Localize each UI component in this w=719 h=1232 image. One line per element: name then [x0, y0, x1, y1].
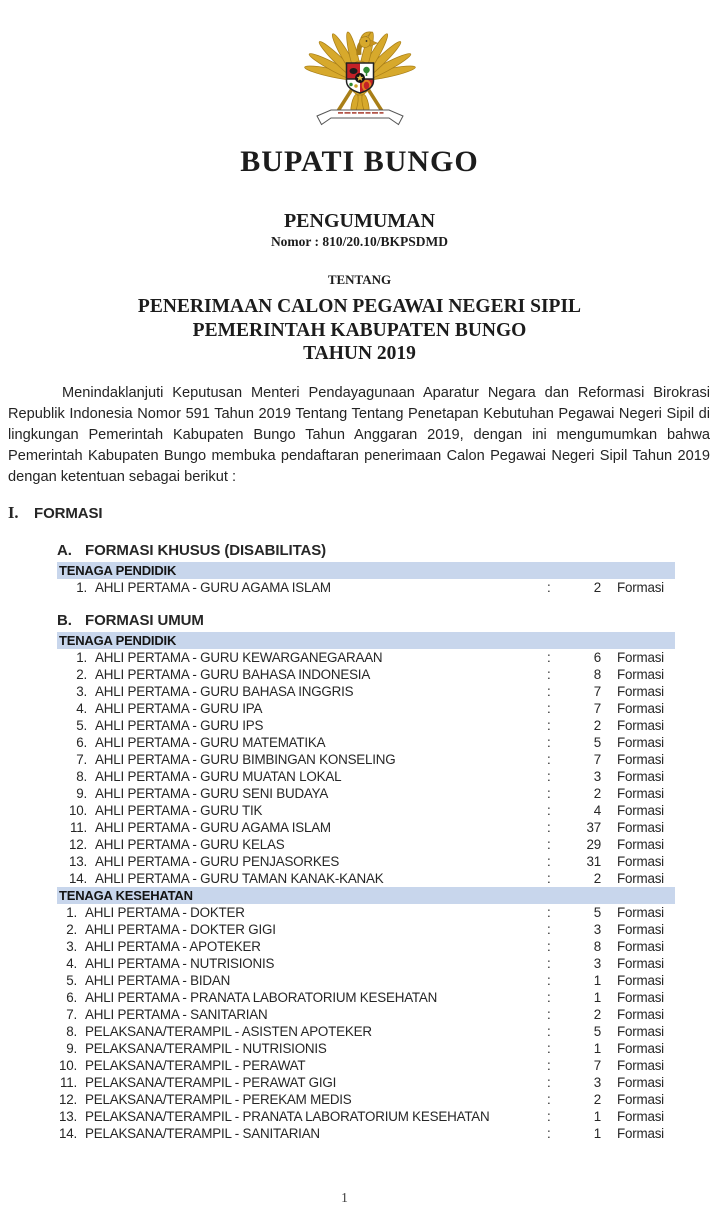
row-count: 2 — [593, 717, 601, 733]
row-number: 9. — [76, 785, 87, 801]
formation-row — [57, 802, 675, 819]
row-unit: Formasi — [617, 666, 664, 682]
row-count: 7 — [593, 683, 601, 699]
formation-row — [57, 717, 675, 734]
row-separator: : — [547, 666, 551, 682]
row-label: AHLI PERTAMA - DOKTER GIGI — [85, 921, 276, 937]
formation-row — [57, 785, 675, 802]
row-separator: : — [547, 649, 551, 665]
formation-row — [57, 768, 675, 785]
formation-row — [57, 1125, 675, 1142]
row-number: 4. — [66, 955, 77, 971]
row-unit: Formasi — [617, 904, 664, 920]
formation-row — [57, 972, 675, 989]
row-separator: : — [547, 955, 551, 971]
row-count: 2 — [593, 870, 601, 886]
row-unit: Formasi — [617, 955, 664, 971]
row-unit: Formasi — [617, 785, 664, 801]
row-count: 7 — [593, 1057, 601, 1073]
row-separator: : — [547, 717, 551, 733]
group-header-bar: TENAGA PENDIDIK — [57, 562, 675, 579]
subsection-a — [57, 543, 675, 596]
row-count: 3 — [593, 768, 601, 784]
section-roman-numeral: I. — [8, 502, 19, 522]
row-number: 3. — [66, 938, 77, 954]
row-count: 2 — [593, 1091, 601, 1107]
row-number: 5. — [76, 717, 87, 733]
row-label: AHLI PERTAMA - GURU KELAS — [95, 836, 285, 852]
row-unit: Formasi — [617, 989, 664, 1005]
row-separator: : — [547, 819, 551, 835]
row-unit: Formasi — [617, 1040, 664, 1056]
row-number: 2. — [66, 921, 77, 937]
formation-row — [57, 1074, 675, 1091]
row-separator: : — [547, 1023, 551, 1039]
formation-row — [57, 734, 675, 751]
group-header-bar: TENAGA PENDIDIK — [57, 632, 675, 649]
row-label: AHLI PERTAMA - GURU AGAMA ISLAM — [95, 579, 331, 595]
formation-row — [57, 853, 675, 870]
formation-row — [57, 1040, 675, 1057]
formation-row — [57, 700, 675, 717]
announcement-heading: PENGUMUMAN — [283, 210, 436, 232]
row-separator: : — [547, 734, 551, 750]
row-count: 7 — [593, 751, 601, 767]
row-label: PELAKSANA/TERAMPIL - SANITARIAN — [85, 1125, 320, 1141]
row-count: 7 — [593, 700, 601, 716]
row-separator: : — [547, 802, 551, 818]
row-number: 8. — [76, 768, 87, 784]
formation-row — [57, 1091, 675, 1108]
row-count: 3 — [593, 921, 601, 937]
row-separator: : — [547, 938, 551, 954]
row-number: 1. — [76, 649, 87, 665]
row-label: AHLI PERTAMA - SANITARIAN — [85, 1006, 268, 1022]
row-separator: : — [547, 1006, 551, 1022]
row-label: AHLI PERTAMA - GURU PENJASORKES — [95, 853, 340, 869]
row-count: 1 — [593, 1040, 601, 1056]
row-number: 7. — [66, 1006, 77, 1022]
subsection-letter: B. — [57, 611, 72, 629]
formation-row — [57, 870, 675, 887]
row-number: 10. — [68, 802, 87, 818]
row-label: AHLI PERTAMA - GURU MATEMATIKA — [95, 734, 326, 750]
row-separator: : — [547, 972, 551, 988]
row-label: PELAKSANA/TERAMPIL - NUTRISIONIS — [85, 1040, 327, 1056]
row-number: 6. — [66, 989, 77, 1005]
row-number: 2. — [76, 666, 87, 682]
row-unit: Formasi — [617, 938, 664, 954]
row-label: PELAKSANA/TERAMPIL - PERAWAT — [85, 1057, 306, 1073]
row-label: PELAKSANA/TERAMPIL - ASISTEN APOTEKER — [85, 1023, 372, 1039]
formation-row — [57, 1023, 675, 1040]
formasi-subsections — [0, 543, 719, 1142]
row-number: 6. — [76, 734, 87, 750]
row-label: AHLI PERTAMA - APOTEKER — [85, 938, 261, 954]
row-label: PELAKSANA/TERAMPIL - PERAWAT GIGI — [85, 1074, 337, 1090]
row-number: 12. — [68, 836, 87, 852]
row-unit: Formasi — [617, 1108, 664, 1124]
row-unit: Formasi — [617, 921, 664, 937]
row-number: 11. — [69, 819, 87, 835]
row-unit: Formasi — [617, 802, 664, 818]
row-count: 3 — [593, 955, 601, 971]
row-separator: : — [547, 768, 551, 784]
row-label: AHLI PERTAMA - GURU BIMBINGAN KONSELING — [95, 751, 396, 767]
row-unit: Formasi — [617, 579, 664, 595]
row-number: 10. — [58, 1057, 77, 1073]
row-separator: : — [547, 853, 551, 869]
row-label: AHLI PERTAMA - GURU MUATAN LOKAL — [95, 768, 342, 784]
section-title: FORMASI — [34, 504, 103, 522]
subsection-b — [57, 613, 675, 1142]
row-separator: : — [547, 683, 551, 699]
row-separator: : — [547, 785, 551, 801]
formation-row — [57, 955, 675, 972]
row-label: AHLI PERTAMA - GURU TIK — [95, 802, 263, 818]
row-separator: : — [547, 1108, 551, 1124]
row-number: 1. — [66, 904, 77, 920]
row-unit: Formasi — [617, 1125, 664, 1141]
row-separator: : — [547, 1125, 551, 1141]
row-count: 2 — [593, 579, 601, 595]
formation-row — [57, 819, 675, 836]
row-number: 13. — [68, 853, 87, 869]
formation-row — [57, 904, 675, 921]
row-label: AHLI PERTAMA - PRANATA LABORATORIUM KESEHATAN — [85, 989, 438, 1005]
subject-title — [0, 295, 719, 366]
row-label: AHLI PERTAMA - GURU KEWARGANEGARAAN — [95, 649, 383, 665]
group-header-bar: TENAGA KESEHATAN — [57, 887, 675, 904]
row-count: 4 — [593, 802, 601, 818]
row-separator: : — [547, 1057, 551, 1073]
row-separator: : — [547, 700, 551, 716]
row-count: 1 — [593, 972, 601, 988]
row-separator: : — [547, 579, 551, 595]
row-count: 37 — [586, 819, 601, 835]
row-unit: Formasi — [617, 972, 664, 988]
row-count: 2 — [593, 1006, 601, 1022]
row-count: 2 — [593, 785, 601, 801]
about-label: TENTANG — [327, 272, 392, 287]
page-number: 1 — [341, 1190, 348, 1205]
row-unit: Formasi — [617, 1091, 664, 1107]
row-separator: : — [547, 921, 551, 937]
row-label: AHLI PERTAMA - GURU IPS — [95, 717, 264, 733]
row-count: 8 — [593, 666, 601, 682]
row-unit: Formasi — [617, 700, 664, 716]
row-count: 3 — [593, 1074, 601, 1090]
issuer-title: BUPATI BUNGO — [240, 145, 479, 178]
row-number: 14. — [58, 1125, 77, 1141]
row-number: 14. — [68, 870, 87, 886]
formation-row — [57, 938, 675, 955]
row-separator: : — [547, 1074, 551, 1090]
row-number: 7. — [76, 751, 87, 767]
row-number: 4. — [76, 700, 87, 716]
subsection-title: FORMASI UMUM — [85, 611, 204, 629]
subsection-title: FORMASI KHUSUS (DISABILITAS) — [85, 541, 327, 559]
formation-row — [57, 649, 675, 666]
formation-row — [57, 1108, 675, 1125]
row-label: AHLI PERTAMA - BIDAN — [85, 972, 231, 988]
row-unit: Formasi — [617, 1023, 664, 1039]
row-label: AHLI PERTAMA - GURU BAHASA INGGRIS — [95, 683, 354, 699]
section-formasi-heading — [8, 503, 719, 523]
subsection-heading — [57, 543, 675, 559]
row-label: AHLI PERTAMA - DOKTER — [85, 904, 245, 920]
row-count: 1 — [593, 1125, 601, 1141]
row-number: 12. — [58, 1091, 77, 1107]
row-count: 5 — [593, 734, 601, 750]
intro-paragraph: Menindaklanjuti Keputusan Menteri Pendayagunaan Aparatur Negara dan Reformasi Birokrasi Republik Indonesia Nomor 591 Tahun 2019 Tentang Tentang Penetapan Kebutuhan Pegawai Negeri Sipil di lingkungan Pemerintah Kabupaten Bungo Tahun Anggaran 2019, dengan ini mengumumkan bahwa Pemerintah Kabupaten Bungo membuka pendaftaran penerimaan Calon Pegawai Negeri Sipil Tahun 2019 dengan ketentuan sebagai berikut : — [8, 384, 710, 485]
row-count: 1 — [593, 1108, 601, 1124]
row-label: AHLI PERTAMA - GURU TAMAN KANAK-KANAK — [95, 870, 384, 886]
row-number: 3. — [76, 683, 87, 699]
formation-row — [57, 1006, 675, 1023]
subject-line-2: PEMERINTAH KABUPATEN BUNGO — [192, 319, 527, 341]
row-unit: Formasi — [617, 1006, 664, 1022]
row-label: AHLI PERTAMA - GURU SENI BUDAYA — [95, 785, 329, 801]
row-number: 8. — [66, 1023, 77, 1039]
row-separator: : — [547, 1091, 551, 1107]
row-number: 1. — [76, 579, 87, 595]
announcement-number: Nomor : 810/20.10/BKPSDMD — [270, 234, 449, 249]
subsection-heading — [57, 613, 675, 629]
row-label: PELAKSANA/TERAMPIL - PEREKAM MEDIS — [85, 1091, 352, 1107]
row-unit: Formasi — [617, 836, 664, 852]
formation-row — [57, 921, 675, 938]
subsection-letter: A. — [57, 541, 72, 559]
row-count: 5 — [593, 1023, 601, 1039]
row-unit: Formasi — [617, 683, 664, 699]
row-unit: Formasi — [617, 853, 664, 869]
row-label: AHLI PERTAMA - GURU IPA — [95, 700, 263, 716]
formation-row — [57, 989, 675, 1006]
row-separator: : — [547, 836, 551, 852]
row-number: 13. — [58, 1108, 77, 1124]
row-separator: : — [547, 751, 551, 767]
row-count: 1 — [593, 989, 601, 1005]
row-number: 5. — [66, 972, 77, 988]
formation-row — [57, 666, 675, 683]
formation-row — [57, 751, 675, 768]
row-separator: : — [547, 989, 551, 1005]
row-separator: : — [547, 1040, 551, 1056]
row-unit: Formasi — [617, 768, 664, 784]
row-unit: Formasi — [617, 870, 664, 886]
row-unit: Formasi — [617, 1057, 664, 1073]
formation-row — [57, 1057, 675, 1074]
subject-line-1: PENERIMAAN CALON PEGAWAI NEGERI SIPIL — [137, 296, 582, 317]
row-count: 8 — [593, 938, 601, 954]
row-number: 9. — [66, 1040, 77, 1056]
row-unit: Formasi — [617, 649, 664, 665]
row-label: AHLI PERTAMA - GURU AGAMA ISLAM — [95, 819, 331, 835]
row-separator: : — [547, 870, 551, 886]
formation-row — [57, 836, 675, 853]
row-unit: Formasi — [617, 717, 664, 733]
row-unit: Formasi — [617, 734, 664, 750]
formation-row — [57, 683, 675, 700]
row-label: AHLI PERTAMA - GURU BAHASA INDONESIA — [95, 666, 371, 682]
row-unit: Formasi — [617, 819, 664, 835]
row-number: 11. — [59, 1074, 77, 1090]
row-unit: Formasi — [617, 1074, 664, 1090]
subject-line-3: TAHUN 2019 — [303, 343, 416, 364]
row-label: AHLI PERTAMA - NUTRISIONIS — [85, 955, 275, 971]
row-count: 5 — [593, 904, 601, 920]
formation-row — [57, 579, 675, 596]
row-separator: : — [547, 904, 551, 920]
row-count: 31 — [586, 853, 601, 869]
row-unit: Formasi — [617, 751, 664, 767]
row-label: PELAKSANA/TERAMPIL - PRANATA LABORATORIUM KESEHATAN — [85, 1108, 490, 1124]
row-count: 6 — [593, 649, 601, 665]
row-count: 29 — [586, 836, 601, 852]
garuda-pancasila-emblem-icon — [0, 0, 719, 136]
